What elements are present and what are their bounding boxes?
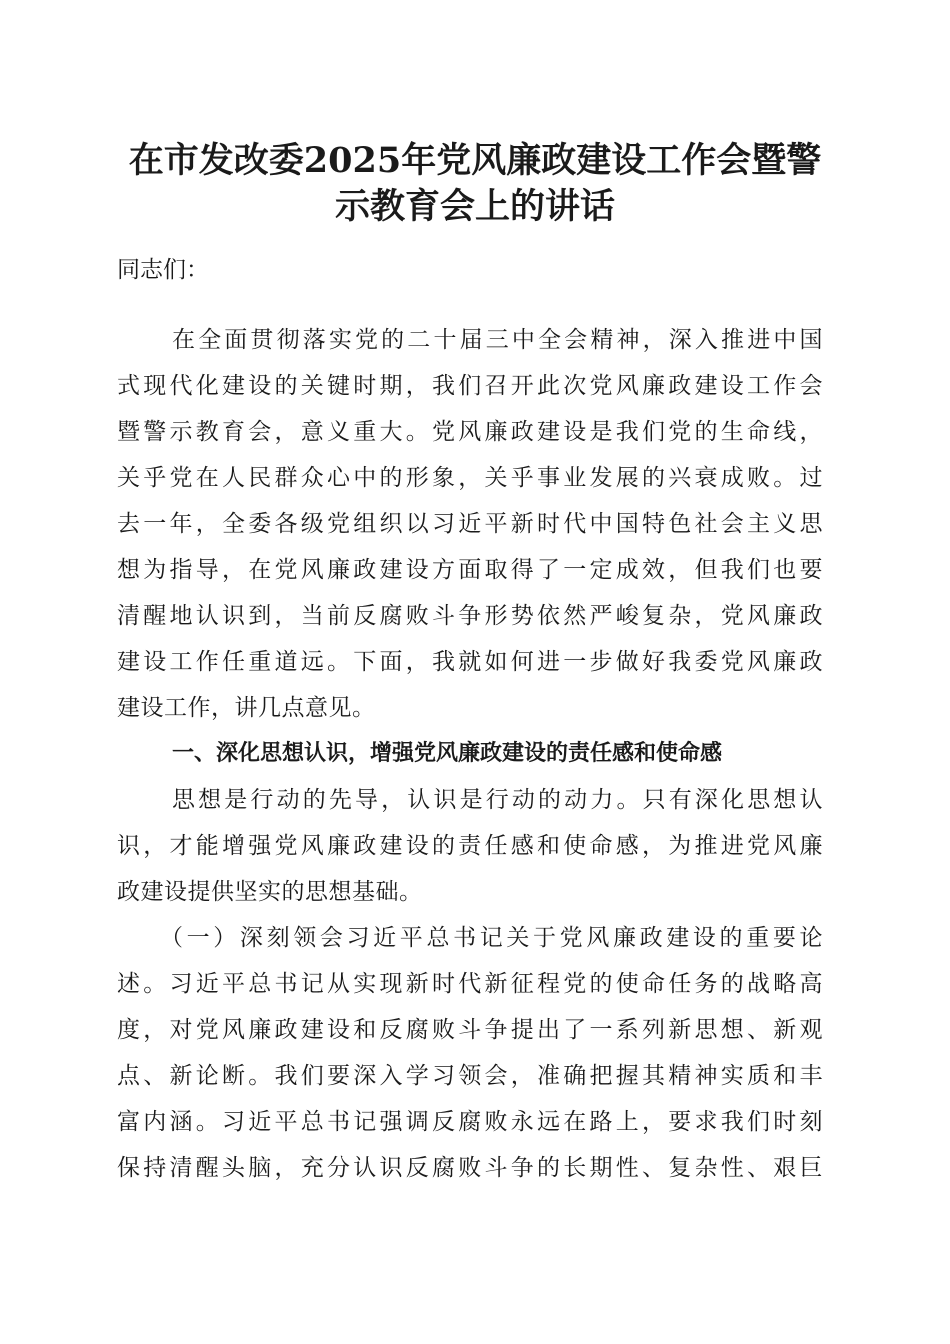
paragraph-2-line: 思想是行动的先导，认识是行动的动力。只有深化思想认 bbox=[172, 787, 823, 813]
paragraph-3-line: 点、新论断。我们要深入学习领会，准确把握其精神实质和丰 bbox=[117, 1063, 823, 1089]
paragraph-3-line: 保持清醒头脑，充分认识反腐败斗争的长期性、复杂性、艰巨 bbox=[117, 1155, 823, 1181]
paragraph-1-line: 暨警示教育会，意义重大。党风廉政建设是我们党的生命线， bbox=[117, 419, 823, 445]
paragraph-1-line: 式现代化建设的关键时期，我们召开此次党风廉政建设工作会 bbox=[117, 373, 823, 399]
section-heading-1: 一、深化思想认识，增强党风廉政建设的责任感和使命感 bbox=[172, 741, 723, 766]
greeting: 同志们： bbox=[117, 257, 209, 283]
paragraph-3-line: （一）深刻领会习近平总书记关于党风廉政建设的重要论 bbox=[160, 925, 823, 951]
paragraph-3-line: 富内涵。习近平总书记强调反腐败永远在路上，要求我们时刻 bbox=[117, 1109, 823, 1135]
paragraph-1-line: 关乎党在人民群众心中的形象，关乎事业发展的兴衰成败。过 bbox=[117, 465, 823, 491]
document-title-line-1: 在市发改委2025年党风廉政建设工作会暨警 bbox=[128, 140, 822, 181]
document-title-line-2: 示教育会上的讲话 bbox=[334, 186, 615, 227]
paragraph-2-line: 识，才能增强党风廉政建设的责任感和使命感，为推进党风廉 bbox=[117, 833, 823, 859]
paragraph-1-line: 去一年，全委各级党组织以习近平新时代中国特色社会主义思 bbox=[117, 511, 823, 537]
paragraph-1-line: 在全面贯彻落实党的二十届三中全会精神，深入推进中国 bbox=[172, 327, 823, 353]
paragraph-3-line: 度，对党风廉政建设和反腐败斗争提出了一系列新思想、新观 bbox=[117, 1017, 823, 1043]
paragraph-1-line: 想为指导，在党风廉政建设方面取得了一定成效，但我们也要 bbox=[117, 557, 823, 583]
paragraph-3-line: 述。习近平总书记从实现新时代新征程党的使命任务的战略高 bbox=[117, 971, 823, 997]
paragraph-1-line: 清醒地认识到，当前反腐败斗争形势依然严峻复杂，党风廉政 bbox=[117, 603, 823, 629]
paragraph-1-line: 建设工作任重道远。下面，我就如何进一步做好我委党风廉政 bbox=[117, 649, 823, 675]
paragraph-2-line: 政建设提供坚实的思想基础。 bbox=[117, 879, 423, 905]
paragraph-1-line: 建设工作，讲几点意见。 bbox=[117, 695, 376, 721]
